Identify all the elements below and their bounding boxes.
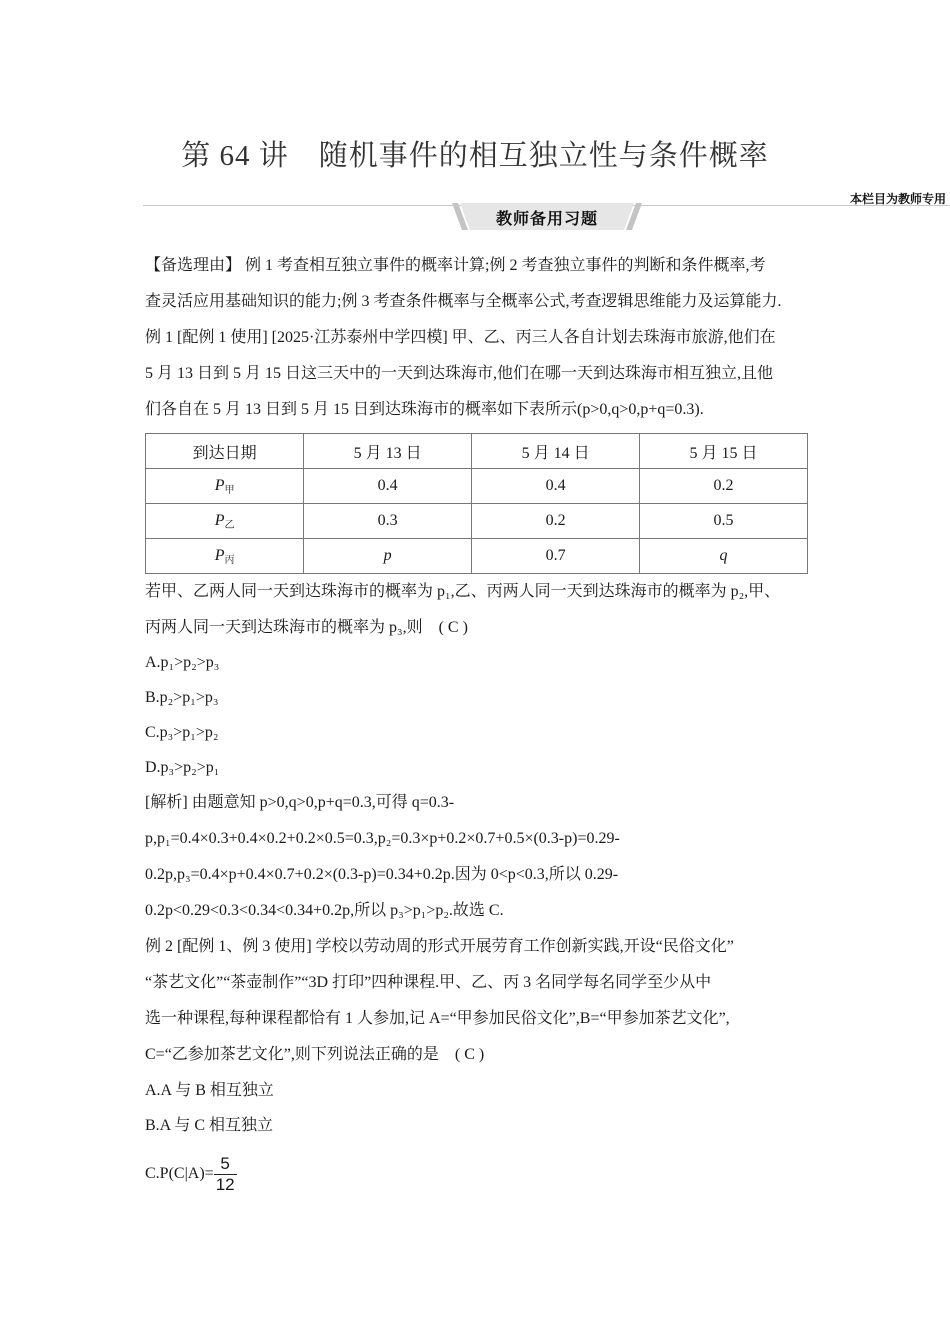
ex1-option-d: D.p₃>p₂>p₁ (145, 759, 220, 776)
table-cell (640, 539, 808, 574)
ex1-option-b: B.p₂>p₁>p₃ (145, 689, 219, 706)
cell-var-q: q (719, 547, 728, 564)
ex2-line-3: 选一种课程,每种课程都恰有 1 人参加,记 A=“甲参加民俗文化”,B=“甲参加茶艺文化”, (145, 1010, 730, 1027)
ex1-line-3: 们各自在 5 月 13 日到 5 月 15 日到达珠海市的概率如下表所示(p>0,q>0,p+q=0.3). (145, 401, 704, 418)
banner-label: 教师备用习题 (495, 209, 598, 228)
row-label-jia (146, 469, 304, 504)
row-label-sub: 甲 (224, 485, 235, 496)
ex1-line-1: 例 1 [配例 1 使用] [2025·江苏泰州中学四模] 甲、乙、丙三人各自计划去珠海市旅游,他们在 (145, 329, 776, 346)
table-row (146, 504, 808, 539)
table-cell: 0.4 (472, 469, 640, 504)
table-cell: 0.5 (640, 504, 808, 539)
cell-var-p: p (383, 547, 392, 564)
fraction-numerator: 5 (220, 1153, 230, 1173)
ex2-line-2: “茶艺文化”“茶壶制作”“3D 打印”四种课程.甲、乙、丙 3 名同学每名同学至少从中 (145, 974, 712, 991)
reason-line-1 (145, 248, 810, 284)
table-row (146, 469, 808, 504)
reason-label: 【备选理由】 (145, 257, 242, 274)
table-cell: 0.7 (472, 539, 640, 574)
ex2-line-1: 例 2 [配例 1、例 3 使用] 学校以劳动周的形式开展劳育工作创新实践,开设“民俗文化” (145, 938, 734, 955)
ex1-option-a: A.p₁>p₂>p₃ (145, 654, 220, 671)
ex2-option-c (145, 1149, 810, 1199)
fraction-denominator: 12 (215, 1174, 235, 1194)
table-header-row (146, 434, 808, 469)
ex1-question-1: 若甲、乙两人同一天到达珠海市的概率为 p₁,乙、丙两人同一天到达珠海市的概率为 p₂,甲、 (145, 583, 781, 600)
table-row (146, 539, 808, 574)
ex2-option-c-prefix: C.P(C|A)= (145, 1165, 214, 1182)
ex1-option-c: C.p₃>p₁>p₂ (145, 724, 219, 741)
table-cell: 0.4 (304, 469, 472, 504)
table-cell: 0.2 (472, 504, 640, 539)
table-cell: 0.3 (304, 504, 472, 539)
content-body (145, 248, 810, 1199)
row-label-bing (146, 539, 304, 574)
ex1-solution-2: p,p₁=0.4×0.3+0.4×0.2+0.2×0.5=0.3,p₂=0.3×p+0.2×0.7+0.5×(0.3-p)=0.29- (145, 830, 620, 847)
row-label-p: P (214, 477, 225, 494)
table-cell (304, 539, 472, 574)
table-header-cell: 5 月 14 日 (472, 434, 640, 469)
row-label-sub: 乙 (224, 520, 235, 531)
ex1-question-2: 丙两人同一天到达珠海市的概率为 p₃,则 ( C ) (145, 619, 468, 636)
ex2-line-4: C=“乙参加茶艺文化”,则下列说法正确的是 ( C ) (145, 1046, 485, 1063)
row-label-p: P (214, 547, 225, 564)
ex1-solution-4: 0.2p<0.29<0.3<0.34<0.34+0.2p,所以 p₃>p₁>p₂.故选 C. (145, 902, 504, 919)
ex2-option-a: A.A 与 B 相互独立 (145, 1082, 274, 1099)
section-banner (452, 203, 642, 230)
table-header-cell: 5 月 13 日 (304, 434, 472, 469)
table-cell: 0.2 (640, 469, 808, 504)
reason-text-1: 例 1 考查相互独立事件的概率计算;例 2 考查独立事件的判断和条件概率,考 (241, 257, 766, 274)
reason-line-2: 查灵活应用基础知识的能力;例 3 考查条件概率与全概率公式,考查逻辑思维能力及运算能力. (145, 293, 782, 310)
row-label-p: P (214, 512, 225, 529)
ex1-solution-3: 0.2p,p₃=0.4×p+0.4×0.7+0.2×(0.3-p)=0.34+0.2p.因为 0<p<0.3,所以 0.29- (145, 866, 619, 883)
ex2-option-b: B.A 与 C 相互独立 (145, 1117, 274, 1134)
table-header-cell: 到达日期 (146, 434, 304, 469)
teacher-only-note: 本栏目为教师专用 (849, 192, 946, 206)
probability-table (145, 433, 808, 574)
row-label-yi (146, 504, 304, 539)
ex1-solution-1: [解析] 由题意知 p>0,q>0,p+q=0.3,可得 q=0.3- (145, 794, 455, 811)
table-header-cell: 5 月 15 日 (640, 434, 808, 469)
page-title: 第 64 讲 随机事件的相互独立性与条件概率 (181, 140, 769, 172)
row-label-sub: 丙 (224, 555, 235, 566)
ex1-line-2: 5 月 13 日到 5 月 15 日这三天中的一天到达珠海市,他们在哪一天到达珠海市相互独立,且他 (145, 365, 774, 382)
fraction (214, 1154, 237, 1195)
